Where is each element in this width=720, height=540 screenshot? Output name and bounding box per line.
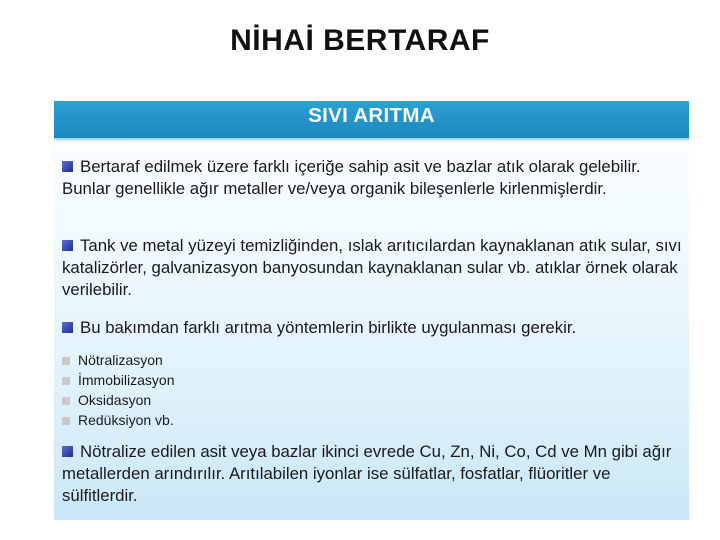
bullet-paragraph: [62, 441, 682, 507]
paragraph-text: Nötralize edilen asit veya bazlar ikinci evrede Cu, Zn, Ni, Co, Cd ve Mn gibi ağır metallerden arındırılır. Arıtılabilen iyonlar ise sülfatlar, fosfatlar, flüoritler ve sülfitlerdir.: [62, 442, 672, 505]
square-bullet-icon: [62, 397, 70, 405]
square-bullet-icon: [62, 240, 73, 251]
method-label: Nötralizasyon: [78, 352, 163, 368]
square-bullet-icon: [62, 357, 70, 365]
method-label: Oksidasyon: [78, 392, 152, 408]
card-header: [54, 101, 689, 138]
paragraph-text: Bertaraf edilmek üzere farklı içeriğe sahip asit ve bazlar atık olarak gelebilir. Bunlar genellikle ağır metaller ve/veya organik bileşenlerle kirlenmişlerdir.: [62, 157, 641, 198]
method-label: İmmobilizasyon: [78, 372, 175, 388]
list-item: [62, 410, 174, 430]
square-bullet-icon: [62, 417, 70, 425]
paragraph-text: Tank ve metal yüzeyi temizliğinden, ıslak arıtıcılardan kaynaklanan atık sular, sıvı katalizörler, galvanizasyon banyosundan kaynaklanan sular vb. atıklar örnek olarak verilebilir.: [62, 236, 682, 299]
paragraph-text: Bu bakımdan farklı arıtma yöntemlerin birlikte uygulanması gerekir.: [80, 318, 577, 337]
square-bullet-icon: [62, 377, 70, 385]
list-item: [62, 350, 174, 370]
content-card: [54, 101, 689, 520]
list-item: [62, 370, 174, 390]
methods-list: [62, 350, 174, 430]
square-bullet-icon: [62, 161, 73, 172]
bullet-paragraph: [62, 317, 682, 339]
method-label: Redüksiyon vb.: [78, 412, 174, 428]
bullet-paragraph: [62, 235, 682, 301]
list-item: [62, 390, 174, 410]
square-bullet-icon: [62, 322, 73, 333]
slide-title: NİHAİ BERTARAF: [230, 24, 490, 57]
bullet-paragraph: [62, 156, 682, 200]
square-bullet-icon: [62, 446, 73, 457]
card-header-title: SIVI ARITMA: [308, 104, 435, 127]
